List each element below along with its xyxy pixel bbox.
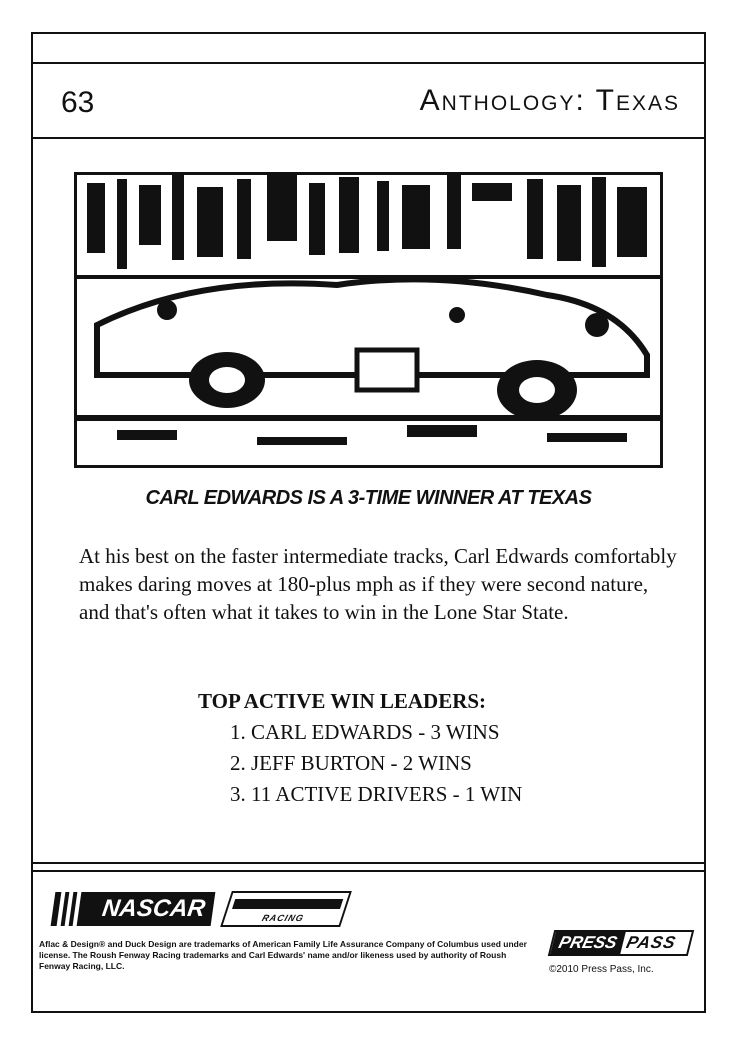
legal-text: Aflac & Design® and Duck Design are trademarks of American Family Life Assurance Company of Columbus used under license. The Roush Fenway Racing trademarks and Carl Edwards' name and/or likeness used by authority of Roush Fenway Racing, LLC. — [39, 939, 527, 971]
roush-logo-text: RACING — [260, 913, 306, 923]
trading-card-back — [31, 32, 706, 1013]
card-number: 63 — [61, 86, 95, 119]
card-title: Anthology: Texas — [419, 84, 680, 117]
press-pass-logo — [548, 930, 694, 956]
copyright-text: ©2010 Press Pass, Inc. — [549, 964, 654, 975]
nascar-logo-text: NASCAR — [100, 895, 207, 922]
list-item: 2. JEFF BURTON - 2 WINS — [230, 751, 472, 775]
win-leaders-list — [198, 717, 522, 810]
race-photo — [74, 172, 663, 468]
roush-racing-logo — [220, 891, 352, 927]
photo-caption: CARL EDWARDS IS A 3-TIME WINNER AT TEXAS — [145, 487, 592, 509]
body-paragraph: At his best on the faster intermediate tracks, Carl Edwards comfortably makes daring moves at 180-plus mph as if they were second nature, and that's often what it takes to win in the Lone Star State. — [79, 544, 677, 624]
press-pass-logo-right: PASS — [624, 933, 679, 952]
roush-bar-icon — [232, 899, 343, 909]
nascar-stripes-icon — [57, 892, 86, 926]
press-pass-logo-left: PRESS — [550, 932, 625, 954]
list-item: 3. 11 ACTIVE DRIVERS - 1 WIN — [230, 782, 523, 806]
win-leaders-title: TOP ACTIVE WIN LEADERS: — [198, 689, 487, 713]
header-top-rule — [33, 62, 704, 64]
footer-rule-inner — [33, 870, 704, 872]
list-item: 1. CARL EDWARDS - 3 WINS — [230, 720, 500, 744]
win-leaders-section — [198, 686, 522, 810]
nascar-logo — [51, 892, 216, 926]
footer-rule — [33, 862, 704, 864]
header-bottom-rule — [33, 137, 704, 139]
